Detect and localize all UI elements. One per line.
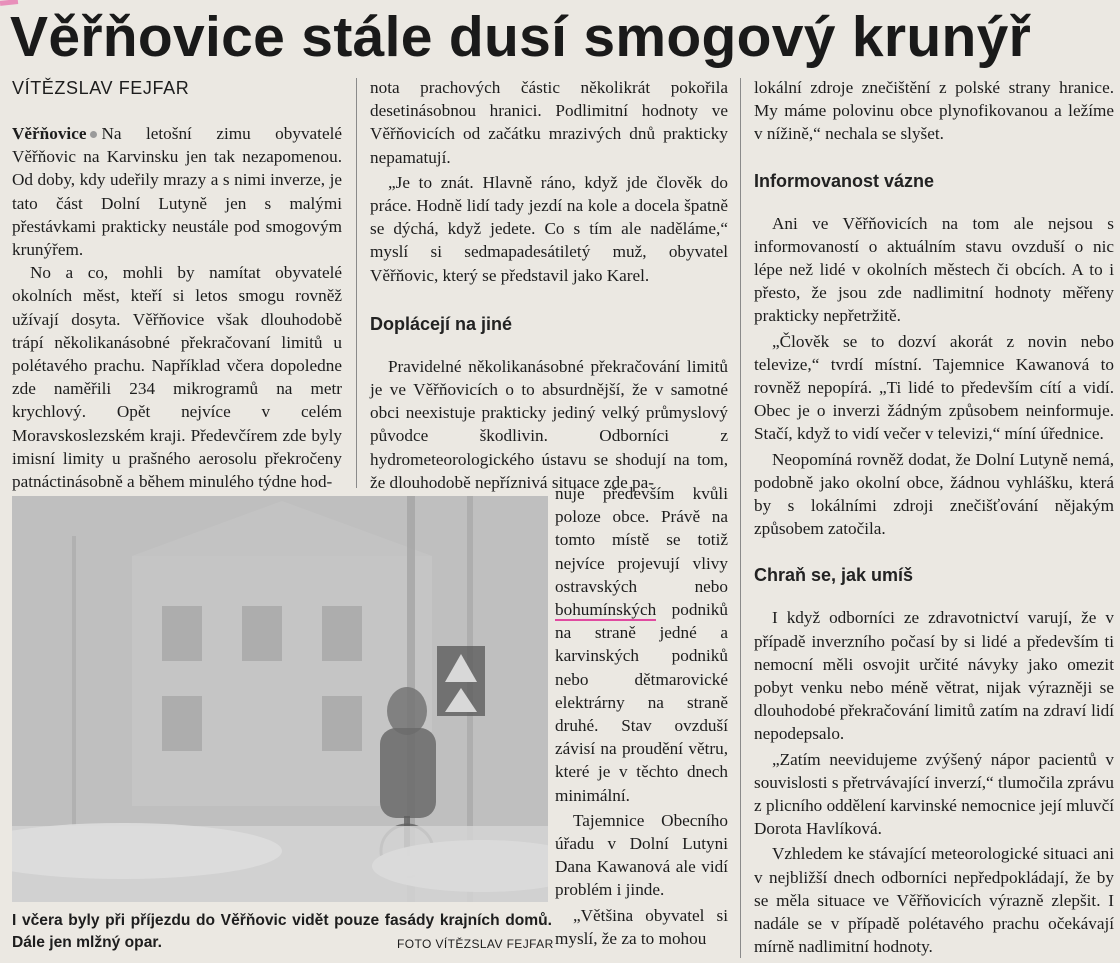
paragraph: nuje především kvůli poloze obce. Právě na tomto místě se totiž nejvíce projevují vlivy ostravských nebo bohumínských podniků na straně jedné a karvinských podniků nebo dětmarovické elektrárny na straně druhé. Stav ovzduší závisí na proudění větru, které je v těchto dnech minimální.: [555, 484, 728, 805]
paragraph: Tajemnice Obecního úřadu v Dolní Lutyni Dana Kawanová ale vidí problém i jinde.: [555, 810, 728, 900]
subheading-doplaceji: Doplácejí na jiné: [370, 313, 513, 334]
lead-paragraph: Věřňovice Na letošní zimu obyvatelé Věřňovic na Karvinsku jen tak nezapomenou. Od doby, kdy udeřily mrazy a s nimi inverze, je tato část Dolní Lutyně jen s malými přestávkami prakticky neustále pod smogovým krunýřem.: [12, 124, 342, 260]
byline: VÍTĚZSLAV FEJFAR: [12, 78, 190, 98]
paragraph: Neopomíná rovněž dodat, že Dolní Lutyně nemá, podobně jako okolní obce, žádnou vyhlášku, která by s lokálními zdroji znečišťování nějakým způsobem zatočila.: [754, 449, 1114, 539]
paragraph: Ani ve Věřňovicích na tom ale nejsou s informovaností o aktuálním stavu ovzduší o nic lépe než lidé v okolních městech či obcích. A to i přesto, že jsou zde nadlimitní hodnoty měřeny prakticky nepřetržitě.: [754, 213, 1114, 326]
paragraph: „Zatím neevidujeme zvýšený nápor pacientů v souvislosti s přetrvávající inverzí,“ tlumočila zprávu z plicního oddělení karvinské nemocnice její mluvčí Dorota Havlíková.: [754, 749, 1114, 839]
bullet-icon: [90, 131, 97, 138]
column-rule-1: [356, 78, 357, 488]
subheading-informovanost: Informovanost vázne: [754, 170, 935, 191]
column-rule-2: [740, 78, 741, 958]
foggy-street-illustration: [12, 496, 548, 902]
paragraph: „Člověk se to dozví akorát z novin nebo televize,“ tvrdí místní. Tajemnice Kawanová to rovněž nepopírá. „Ti lidé to především cítí a vidí. Obec je o inverzi žádným způsobem neinformuje. Stačí, když to vidí večer v televizi,“ míní úřednice.: [754, 331, 1114, 444]
paragraph: I když odborníci ze zdravotnictví varují, že v případě inverzního počasí by si lidé a především ti nemocní měli osvojit určité návyky jako omezit pobyt venku nebo méně větrat, nijak výrazněji se dlouhodobé překračování limitů zatím na zdraví lidí nepodepsalo.: [754, 608, 1114, 744]
paragraph: Pravidelné několikanásobné překračování limitů je ve Věřňovicích o to absurdnější, že v samotné obci neexistuje prakticky jediný velký průmyslový původce škodlivin. Odborníci z hydrometeorologického ústavu se shodují na tom, že dlouhodobě nepříznivá situace zde pa-: [370, 356, 728, 492]
headline: Věřňovice stále dusí smogový krunýř: [10, 5, 1032, 69]
paragraph: Vzhledem ke stávající meteorologické situaci ani v nejbližší dnech odborníci nepředpokládají, že by se měla situace ve Věřňovicích výrazně zlepšit. I nadále se v případě polétavého prachu očekávají mírně nadlimitní hodnoty.: [754, 844, 1114, 957]
subheading-chran-se: Chraň se, jak umíš: [754, 565, 914, 586]
paragraph: lokální zdroje znečištění z polské strany hranice. My máme polovinu obce plynofikovanou a ležíme v nížině,“ nechala se slyšet.: [754, 78, 1114, 144]
news-photo: [12, 496, 548, 902]
highlighted-word: bohumínských: [555, 600, 657, 620]
paragraph: „Je to znát. Hlavně ráno, když jde člověk do práce. Hodně lidí tady jezdí na kole a docela špatně se dýchá, když jedete. Co s tím ale naděláme,“ myslí si sedmapadesátiletý muž, obyvatel Věřňovic, který se představil jako Karel.: [370, 172, 728, 285]
column-1: [12, 122, 342, 493]
column-2-narrow: [555, 482, 728, 950]
column-2: [370, 76, 728, 494]
photo-caption: I včera byly při příjezdu do Věřňovic vidět pouze fasády krajních domů. Dále jen mlžný opar.: [12, 912, 552, 951]
column-3: [754, 76, 1114, 959]
paragraph: nota prachových částic několikrát pokořila desetinásobnou hranici. Podlimitní hodnoty ve Věřňovicích od začátku mrazivých dnů prakticky nepamatují.: [370, 78, 728, 167]
paragraph: „Většina obyvatel si myslí, že za to mohou: [555, 905, 728, 948]
paragraph: No a co, mohli by namítat obyvatelé okolních měst, kteří si letos smogu rovněž užívají dosyta. Věřňovice však dlouhodobě trápí několikanásobné překračovaní limitů u polétavého prachu. Například včera dopoledne zde naměřili 234 mikrogramů na metr krychlový. Opět nejvíce v celém Moravskoslezském kraji. Předevčírem zde byly imisní limity u prašného aerosolu překročeny patnáctinásobně a během minulého týdne hod-: [12, 263, 342, 492]
photo-credit: FOTO VÍTĚZSLAV FEJFAR: [397, 937, 554, 951]
dateline: Věřňovice: [12, 124, 87, 143]
